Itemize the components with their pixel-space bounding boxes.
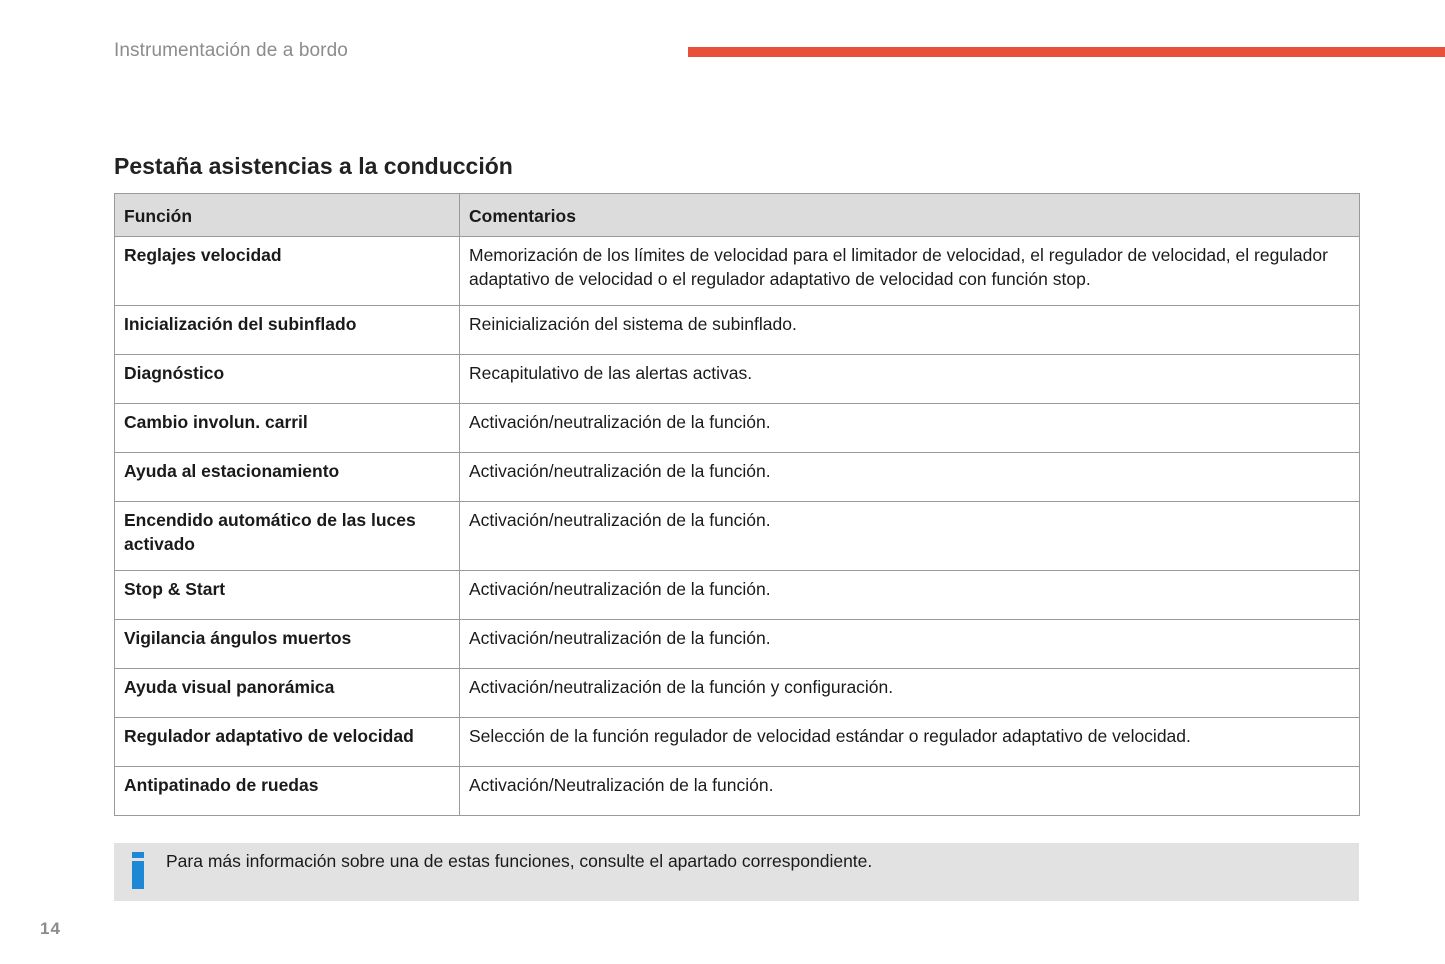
function-name-cell: Antipatinado de ruedas [115, 767, 460, 816]
comment-cell: Reinicialización del sistema de subinflado. [460, 306, 1360, 355]
table-header-row [115, 194, 1360, 237]
table-row [115, 571, 1360, 620]
info-icon-dot [132, 852, 144, 858]
function-name-cell: Regulador adaptativo de velocidad [115, 718, 460, 767]
table-row [115, 718, 1360, 767]
comment-cell: Activación/neutralización de la función. [460, 404, 1360, 453]
table-row [115, 502, 1360, 571]
function-name-cell: Reglajes velocidad [115, 237, 460, 306]
table-row [115, 767, 1360, 816]
function-name-cell: Stop & Start [115, 571, 460, 620]
comment-cell: Activación/neutralización de la función. [460, 502, 1360, 571]
comment-cell: Activación/neutralización de la función. [460, 453, 1360, 502]
info-icon-stem [132, 861, 144, 889]
functions-table [114, 193, 1360, 816]
table-row [115, 355, 1360, 404]
page-number: 14 [40, 919, 61, 938]
header-accent-bar [688, 47, 1445, 57]
comment-cell: Selección de la función regulador de velocidad estándar o regulador adaptativo de velocidad. [460, 718, 1360, 767]
function-name-cell: Encendido automático de las luces activado [115, 502, 460, 571]
table-row [115, 237, 1360, 306]
column-header-comentarios: Comentarios [460, 194, 1360, 237]
table-row [115, 669, 1360, 718]
function-name-cell: Cambio involun. carril [115, 404, 460, 453]
table-row [115, 453, 1360, 502]
comment-cell: Recapitulativo de las alertas activas. [460, 355, 1360, 404]
info-note-text: Para más información sobre una de estas funciones, consulte el apartado correspondiente. [166, 851, 873, 871]
table-row [115, 306, 1360, 355]
function-name-cell: Vigilancia ángulos muertos [115, 620, 460, 669]
comment-cell: Activación/neutralización de la función y configuración. [460, 669, 1360, 718]
info-icon [132, 852, 144, 889]
comment-cell: Activación/neutralización de la función. [460, 571, 1360, 620]
function-name-cell: Ayuda al estacionamiento [115, 453, 460, 502]
column-header-funcion: Función [115, 194, 460, 237]
running-header-title: Instrumentación de a bordo [114, 40, 348, 61]
comment-cell: Activación/Neutralización de la función. [460, 767, 1360, 816]
comment-cell: Memorización de los límites de velocidad para el limitador de velocidad, el regulador de velocidad, el regulador adaptativo de velocidad o el regulador adaptativo de velocidad con función stop. [460, 237, 1360, 306]
section-title: Pestaña asistencias a la conducción [114, 153, 513, 179]
table-row [115, 404, 1360, 453]
function-name-cell: Diagnóstico [115, 355, 460, 404]
info-note-box [114, 843, 1359, 901]
table-row [115, 620, 1360, 669]
comment-cell: Activación/neutralización de la función. [460, 620, 1360, 669]
function-name-cell: Inicialización del subinflado [115, 306, 460, 355]
function-name-cell: Ayuda visual panorámica [115, 669, 460, 718]
